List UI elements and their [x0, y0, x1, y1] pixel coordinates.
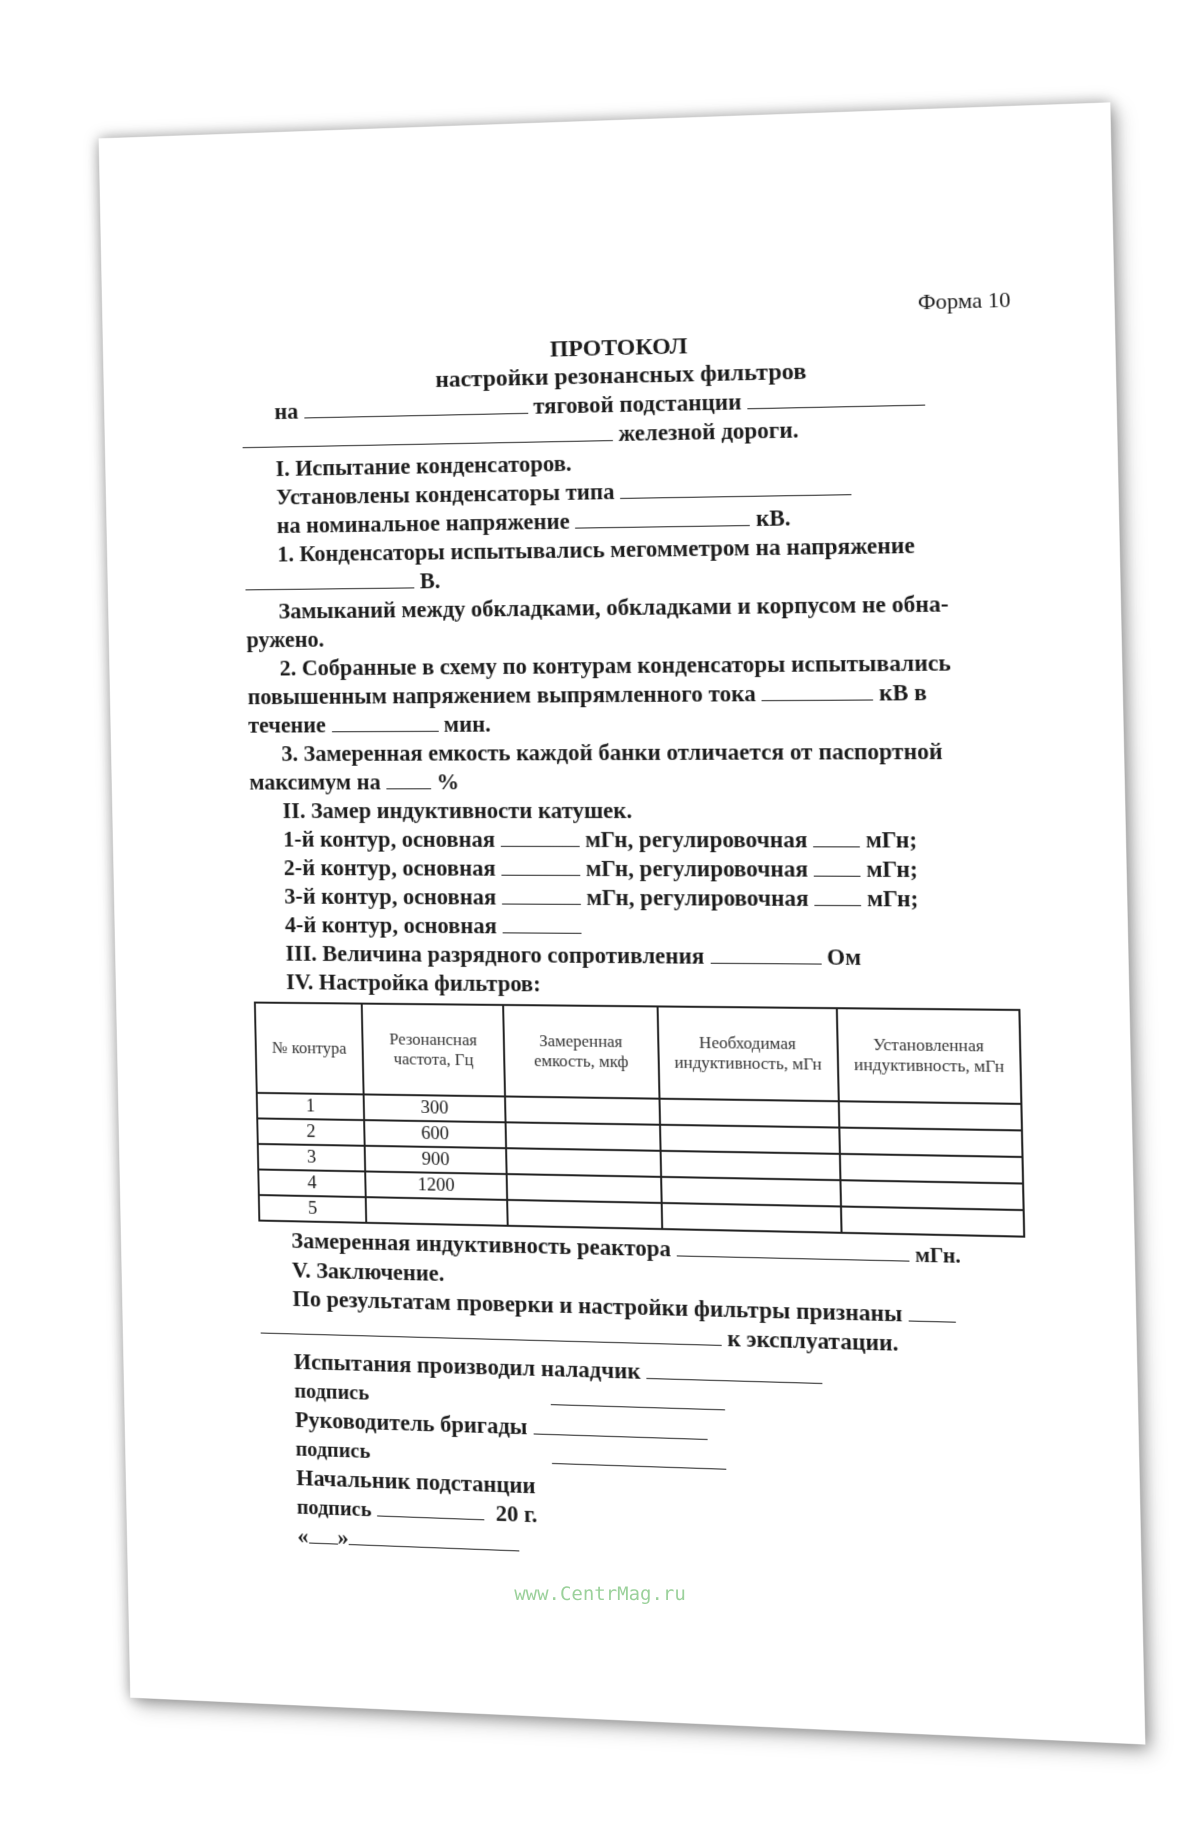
item3-line-1: 3. Замеренная емкость каждой банки отличается от паспортной — [281, 738, 943, 766]
section2-heading: II. Замер индуктивности катушек. — [282, 798, 633, 824]
section1-heading: I. Испытание конденсаторов. — [275, 450, 572, 481]
contour-lines — [250, 825, 1024, 944]
item2-line-2 — [247, 677, 1019, 711]
table-cell[interactable] — [507, 1200, 662, 1229]
label-railway: железной дороги. — [618, 417, 799, 446]
table-cell[interactable] — [506, 1148, 661, 1177]
label-kv: кВ. — [755, 505, 791, 531]
label-traction: тяговой подстанции — [533, 389, 742, 419]
blank-resistance[interactable] — [710, 945, 821, 965]
col-header: № контура — [255, 1003, 364, 1095]
label-chief: Начальник подстанции — [295, 1465, 536, 1499]
label-na: на — [274, 398, 299, 424]
label-mgn: мГн; — [866, 885, 919, 912]
col-header: Необходимая индуктивность, мГн — [657, 1006, 838, 1101]
form-sheet — [99, 102, 1146, 1744]
blank-capacitor-type[interactable] — [620, 476, 852, 499]
label-main: основная — [401, 826, 496, 852]
label-mgn: мГн; — [865, 827, 918, 853]
blank-month[interactable] — [348, 1526, 519, 1551]
label-min: мин. — [443, 711, 491, 737]
no-short-line-2: ружено. — [246, 626, 325, 653]
label-percent: % — [436, 769, 460, 795]
table-cell: 1 — [257, 1093, 365, 1120]
label-max: максимум на — [249, 769, 381, 795]
table-cell: 4 — [258, 1169, 366, 1197]
item3-line-2 — [249, 766, 1021, 796]
blank-railway[interactable] — [242, 422, 613, 448]
during-line — [248, 707, 1020, 740]
label-mgn: мГн; — [866, 856, 919, 883]
form-title: ПРОТОКОЛ — [549, 333, 688, 363]
blank-nominal-voltage[interactable] — [575, 507, 750, 529]
blank-tester[interactable] — [646, 1360, 822, 1384]
label-tester: Испытания производил наладчик — [293, 1349, 641, 1384]
label-signature: подпись — [296, 1494, 372, 1522]
label-brigade: Руководитель бригады — [294, 1407, 528, 1440]
blank-main-inductance[interactable] — [502, 914, 581, 933]
blank-megger-voltage[interactable] — [245, 570, 414, 591]
table-cell: 1200 — [365, 1171, 507, 1199]
label-reactor-unit: мГн. — [914, 1242, 961, 1268]
label-installed: Установлены конденсаторы типа — [275, 479, 615, 510]
contour-label: 4-й контур, — [284, 912, 399, 938]
section3-heading: III. Величина разрядного сопротивления — [285, 940, 705, 969]
col-header: Замеренная емкость, мкф — [503, 1005, 659, 1099]
label-operation: к эксплуатации. — [727, 1325, 899, 1356]
label-main: основная — [403, 912, 498, 939]
section5-heading: V. Заключение. — [291, 1257, 445, 1286]
table-cell[interactable] — [661, 1177, 841, 1207]
contour-line — [251, 853, 1023, 884]
label-result: По результатам проверки и настройки фильтры признаны — [292, 1286, 903, 1327]
blank-test-voltage[interactable] — [761, 681, 873, 701]
table-cell[interactable] — [839, 1101, 1022, 1130]
label-main: основная — [402, 884, 497, 910]
blank-main-inductance[interactable] — [501, 857, 580, 876]
table-header-row — [255, 1003, 1022, 1104]
label-nominal: на номинальное напряжение — [276, 508, 570, 538]
filter-table — [254, 1002, 1025, 1238]
label-reactor: Замеренная индуктивность реактора — [291, 1228, 672, 1262]
blank-day[interactable] — [308, 1525, 337, 1545]
blank-reg-inductance[interactable] — [814, 887, 861, 906]
blank-main-inductance[interactable] — [500, 828, 579, 847]
table-cell: 300 — [364, 1094, 506, 1122]
form-content — [240, 284, 1038, 1578]
label-mgn-reg: мГн, регулировочная — [586, 884, 809, 911]
table-cell[interactable] — [659, 1099, 839, 1128]
table-cell: 900 — [365, 1146, 507, 1174]
item2-line-1: 2. Собранные в схему по контурам конденсаторы испытывались — [279, 650, 952, 681]
contour-line — [251, 882, 1023, 914]
table-cell[interactable] — [841, 1206, 1024, 1236]
label-date-open: « — [297, 1523, 309, 1549]
blank-reactor[interactable] — [676, 1237, 909, 1261]
label-signature: подпись — [295, 1436, 371, 1463]
contour-line — [250, 825, 1022, 855]
blank-main-inductance[interactable] — [502, 886, 581, 905]
label-v: В. — [419, 568, 441, 594]
label-year: 20 — [495, 1500, 519, 1527]
table-cell[interactable] — [840, 1180, 1023, 1210]
table-cell[interactable] — [505, 1096, 660, 1124]
table-cell[interactable] — [506, 1122, 661, 1150]
contour-label: 3-й контур, — [284, 883, 398, 910]
table-cell[interactable] — [839, 1128, 1022, 1157]
table-cell[interactable] — [840, 1154, 1023, 1184]
no-short-line-1: Замыканий между обкладками, обкладками и корпусом не обна- — [278, 591, 949, 624]
form-number: Форма 10 — [917, 286, 1011, 315]
label-date-close: » — [337, 1524, 349, 1550]
table-cell[interactable] — [660, 1125, 840, 1154]
label-item2: повышенным напряжением выпрямленного тока — [247, 681, 756, 710]
blank-result[interactable] — [908, 1302, 956, 1322]
form-subtitle: настройки резонансных фильтров — [435, 358, 807, 393]
table-cell: 600 — [364, 1120, 506, 1148]
table-cell: 5 — [259, 1195, 367, 1223]
contour-label: 1-й контур, — [282, 826, 397, 852]
col-header: Установленная индуктивность, мГн — [837, 1008, 1022, 1104]
table-cell[interactable] — [660, 1151, 840, 1180]
label-g: г. — [523, 1501, 538, 1528]
contour-label: 2-й контур, — [283, 855, 397, 881]
blank-minutes[interactable] — [331, 713, 438, 732]
blank-reg-inductance[interactable] — [813, 828, 860, 847]
table-cell[interactable] — [366, 1197, 508, 1226]
label-mgn-reg: мГн, регулировочная — [584, 827, 808, 853]
blank-traction[interactable] — [747, 386, 925, 409]
blank-substation-name[interactable] — [304, 395, 528, 419]
table-body — [257, 1093, 1024, 1237]
table-cell[interactable] — [661, 1203, 841, 1233]
section4-heading: IV. Настройка фильтров: — [285, 969, 542, 997]
label-ohm: Ом — [826, 944, 862, 970]
table-cell[interactable] — [507, 1174, 662, 1203]
blank-percent[interactable] — [386, 770, 431, 789]
blank-brigade[interactable] — [533, 1416, 707, 1440]
label-during: течение — [248, 712, 327, 738]
label-mgn-reg: мГн, регулировочная — [585, 855, 809, 882]
watermark: www.CentrMag.ru — [514, 1583, 686, 1605]
label-signature: подпись — [294, 1378, 370, 1405]
table-cell: 3 — [258, 1144, 366, 1172]
blank-reg-inductance[interactable] — [814, 857, 861, 876]
col-header: Резонансная частота, Гц — [362, 1004, 505, 1097]
blank-chief-signature[interactable] — [377, 1498, 485, 1521]
item1-line: 1. Конденсаторы испытывались мегомметром на напряжение — [277, 532, 916, 567]
blank-tester-signature[interactable] — [550, 1386, 725, 1410]
blank-brigade-signature[interactable] — [552, 1445, 727, 1470]
label-main: основная — [402, 855, 496, 881]
table-cell: 2 — [257, 1118, 365, 1145]
label-kv-in: кВ в — [878, 679, 928, 706]
